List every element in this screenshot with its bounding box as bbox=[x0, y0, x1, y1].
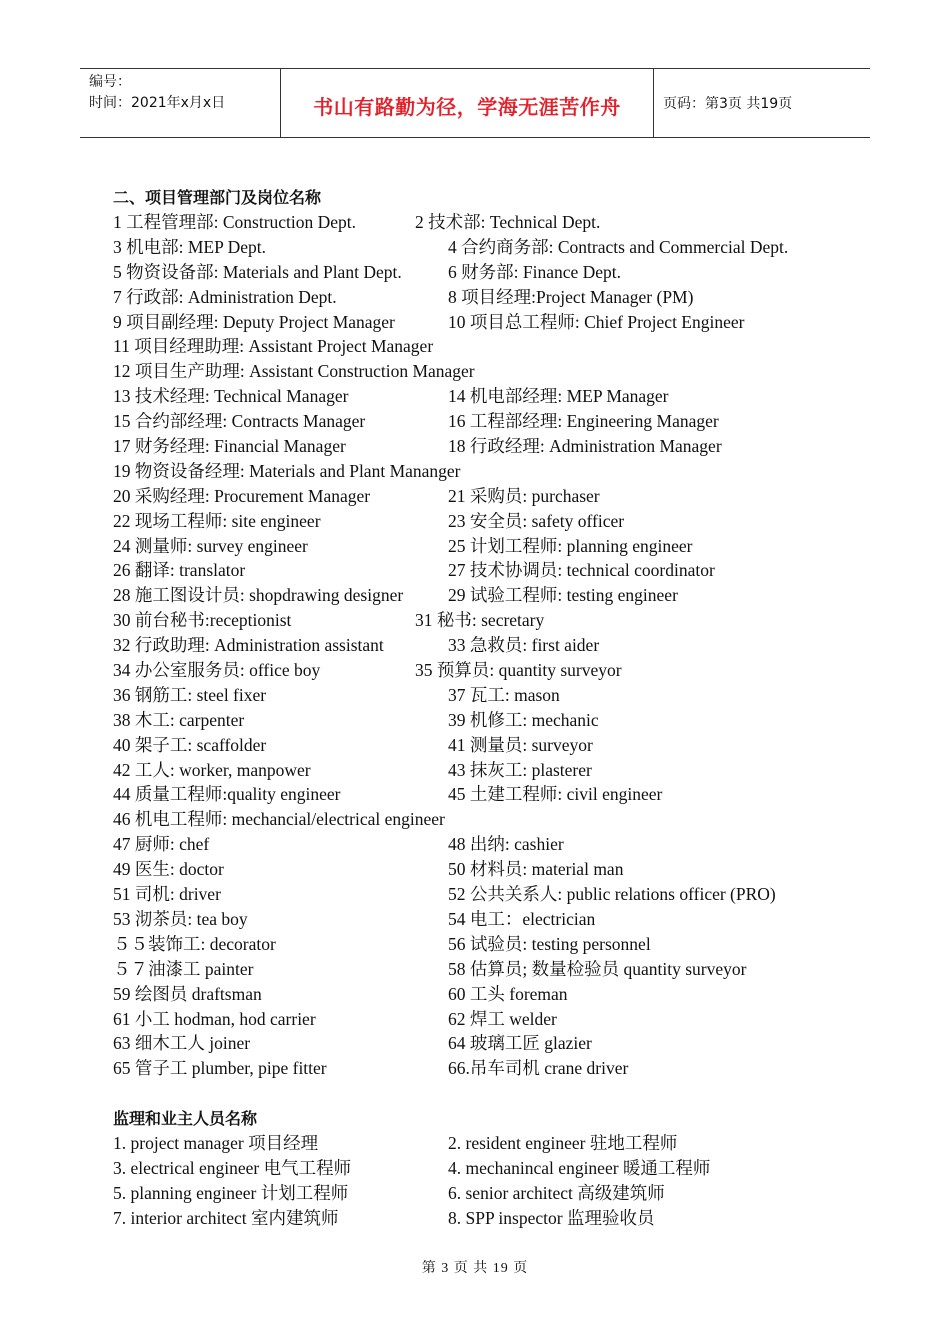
term-row bbox=[113, 583, 873, 608]
term-row bbox=[113, 882, 873, 907]
term-right: 2 技术部: Technical Dept. bbox=[415, 212, 601, 232]
term-left: 3. electrical engineer 电气工程师 bbox=[113, 1157, 352, 1178]
term-left: 28 施工图设计员: shopdrawing designer bbox=[113, 585, 404, 606]
term-right: 50 材料员: material man bbox=[448, 859, 624, 880]
term-right: 2. resident engineer 驻地工程师 bbox=[448, 1133, 678, 1154]
term-right: 58 估算员; 数量检验员 quantity surveyor bbox=[448, 958, 747, 979]
term-left: 34 办公室服务员: office boy bbox=[113, 660, 321, 681]
term-row bbox=[113, 235, 873, 260]
term-right: 6 财务部: Finance Dept. bbox=[448, 261, 622, 282]
term-left: 65 管子工 plumber, pipe fitter bbox=[113, 1058, 327, 1079]
term-row bbox=[113, 633, 873, 658]
page-footer: 第 3 页 共 19 页 bbox=[421, 1261, 529, 1276]
term-row bbox=[113, 434, 873, 459]
document-body bbox=[113, 185, 873, 1231]
term-left: 17 财务经理: Financial Manager bbox=[113, 436, 346, 457]
term-left: 63 细木工人 joiner bbox=[113, 1033, 251, 1054]
document-date: 时间：2021年x月x日 bbox=[89, 95, 226, 111]
term-row bbox=[113, 932, 873, 957]
term-row bbox=[113, 509, 873, 534]
term-row bbox=[113, 384, 873, 409]
term-row bbox=[113, 857, 873, 882]
term-left: 7 行政部: Administration Dept. bbox=[113, 286, 337, 307]
section-spacer bbox=[113, 1081, 873, 1106]
term-row bbox=[113, 409, 873, 434]
term-right: 21 采购员: purchaser bbox=[448, 485, 600, 506]
term-right: 54 电工：electrician bbox=[448, 908, 596, 929]
term-right: 43 抹灰工: plasterer bbox=[448, 759, 592, 780]
term-row bbox=[113, 1181, 873, 1206]
term-left: 5 物资设备部: Materials and Plant Dept. bbox=[113, 261, 402, 282]
term-right: 10 项目总工程师: Chief Project Engineer bbox=[448, 311, 745, 332]
term-right: 35 预算员: quantity surveyor bbox=[415, 660, 622, 681]
term-row bbox=[113, 1007, 873, 1032]
term-right: 31 秘书: secretary bbox=[415, 610, 545, 631]
term-row bbox=[113, 658, 873, 683]
term-right: 37 瓦工: mason bbox=[448, 684, 560, 705]
term-row bbox=[113, 1206, 873, 1231]
departments-list bbox=[113, 210, 873, 1081]
term-right: 56 试验员: testing personnel bbox=[448, 933, 651, 954]
term-left: 32 行政助理: Administration assistant bbox=[113, 635, 384, 656]
term-right: 8. SPP inspector 监理验收员 bbox=[448, 1207, 655, 1228]
term-row bbox=[113, 1131, 873, 1156]
term-left: 22 现场工程师: site engineer bbox=[113, 510, 321, 531]
term-right: 39 机修工: mechanic bbox=[448, 709, 599, 730]
term-row bbox=[113, 758, 873, 783]
header-page-info: 页码：第3页 共19页 bbox=[663, 96, 793, 112]
term-row bbox=[113, 807, 873, 832]
term-left: 61 小工 hodman, hod carrier bbox=[113, 1008, 316, 1029]
term-right: 18 行政经理: Administration Manager bbox=[448, 436, 722, 457]
term-left: 40 架子工: scaffolder bbox=[113, 734, 267, 755]
term-row bbox=[113, 359, 873, 384]
term-left: 7. interior architect 室内建筑师 bbox=[113, 1207, 339, 1228]
term-left: 49 医生: doctor bbox=[113, 859, 224, 880]
term-row bbox=[113, 733, 873, 758]
term-left: 9 项目副经理: Deputy Project Manager bbox=[113, 311, 395, 332]
term-left: 1 工程管理部: Construction Dept. bbox=[113, 212, 357, 232]
term-left: 42 工人: worker, manpower bbox=[113, 759, 311, 780]
supervision-list bbox=[113, 1131, 873, 1231]
header-meta bbox=[80, 69, 281, 137]
term-right: 41 测量员: surveyor bbox=[448, 734, 593, 755]
term-row bbox=[113, 907, 873, 932]
term-right: 29 试验工程师: testing engineer bbox=[448, 585, 678, 606]
term-row bbox=[113, 1056, 873, 1081]
term-left: 26 翻译: translator bbox=[113, 560, 246, 581]
document-number-label: 编号： bbox=[89, 74, 131, 90]
term-left: 46 机电工程师: mechancial/electrical engineer bbox=[113, 809, 445, 830]
term-right: 14 机电部经理: MEP Manager bbox=[448, 386, 669, 407]
term-left: 30 前台秘书:receptionist bbox=[113, 610, 292, 631]
term-left: 51 司机: driver bbox=[113, 884, 221, 905]
term-left: 59 绘图员 draftsman bbox=[113, 983, 262, 1004]
term-right: 60 工头 foreman bbox=[448, 983, 568, 1004]
term-row bbox=[113, 210, 873, 235]
term-row bbox=[113, 683, 873, 708]
header-motto: 书山有路勤为径，学海无涯苦作舟 bbox=[281, 69, 654, 137]
term-left: 12 项目生产助理: Assistant Construction Manager bbox=[113, 361, 475, 382]
term-row bbox=[113, 832, 873, 857]
term-left: 47 厨师: chef bbox=[113, 834, 210, 855]
document-header bbox=[80, 68, 870, 138]
term-row bbox=[113, 534, 873, 559]
term-right: 6. senior architect 高级建筑师 bbox=[448, 1182, 665, 1203]
term-row bbox=[113, 957, 873, 982]
term-right: 25 计划工程师: planning engineer bbox=[448, 535, 693, 556]
term-row bbox=[113, 334, 873, 359]
term-row bbox=[113, 1031, 873, 1056]
term-right: 16 工程部经理: Engineering Manager bbox=[448, 411, 719, 432]
term-left: 1. project manager 项目经理 bbox=[113, 1133, 319, 1154]
term-left: 19 物资设备经理: Materials and Plant Mananger bbox=[113, 460, 461, 481]
term-left: 24 测量师: survey engineer bbox=[113, 535, 308, 556]
term-left: 44 质量工程师:quality engineer bbox=[113, 784, 341, 805]
section-title-supervision: 监理和业主人员名称 bbox=[113, 1109, 258, 1129]
term-right: 48 出纳: cashier bbox=[448, 834, 564, 855]
term-left: 5. planning engineer 计划工程师 bbox=[113, 1182, 349, 1203]
term-left: 3 机电部: MEP Dept. bbox=[113, 236, 266, 257]
section-title-departments: 二、项目管理部门及岗位名称 bbox=[113, 188, 322, 207]
term-right: 23 安全员: safety officer bbox=[448, 510, 625, 531]
term-right: 33 急救员: first aider bbox=[448, 635, 600, 656]
term-right: 62 焊工 welder bbox=[448, 1008, 557, 1029]
term-row bbox=[113, 1156, 873, 1181]
term-left: 13 技术经理: Technical Manager bbox=[113, 386, 349, 407]
term-right: 45 土建工程师: civil engineer bbox=[448, 784, 663, 805]
term-row bbox=[113, 285, 873, 310]
term-right: 66.吊车司机 crane driver bbox=[448, 1058, 629, 1079]
term-right: 4 合约商务部: Contracts and Commercial Dept. bbox=[448, 236, 789, 257]
term-right: 27 技术协调员: technical coordinator bbox=[448, 560, 715, 581]
term-left: 11 项目经理助理: Assistant Project Manager bbox=[113, 336, 434, 357]
term-left: ５７油漆工 painter bbox=[113, 958, 254, 979]
term-row bbox=[113, 558, 873, 583]
term-right: 8 项目经理:Project Manager (PM) bbox=[448, 286, 694, 307]
term-left: 53 沏茶员: tea boy bbox=[113, 908, 248, 929]
term-left: 38 木工: carpenter bbox=[113, 709, 245, 730]
term-row bbox=[113, 260, 873, 285]
term-left: 36 钢筋工: steel fixer bbox=[113, 684, 267, 705]
term-row bbox=[113, 782, 873, 807]
term-row bbox=[113, 608, 873, 633]
term-right: 4. mechanincal engineer 暖通工程师 bbox=[448, 1157, 711, 1178]
term-left: ５５装饰工: decorator bbox=[113, 933, 276, 954]
term-right: 64 玻璃工匠 glazier bbox=[448, 1033, 592, 1054]
term-row bbox=[113, 310, 873, 335]
term-right: 52 公共关系人: public relations officer (PRO) bbox=[448, 884, 776, 905]
term-row bbox=[113, 982, 873, 1007]
term-row bbox=[113, 459, 873, 484]
term-left: 20 采购经理: Procurement Manager bbox=[113, 485, 371, 506]
term-left: 15 合约部经理: Contracts Manager bbox=[113, 411, 366, 432]
term-row bbox=[113, 484, 873, 509]
term-row bbox=[113, 708, 873, 733]
